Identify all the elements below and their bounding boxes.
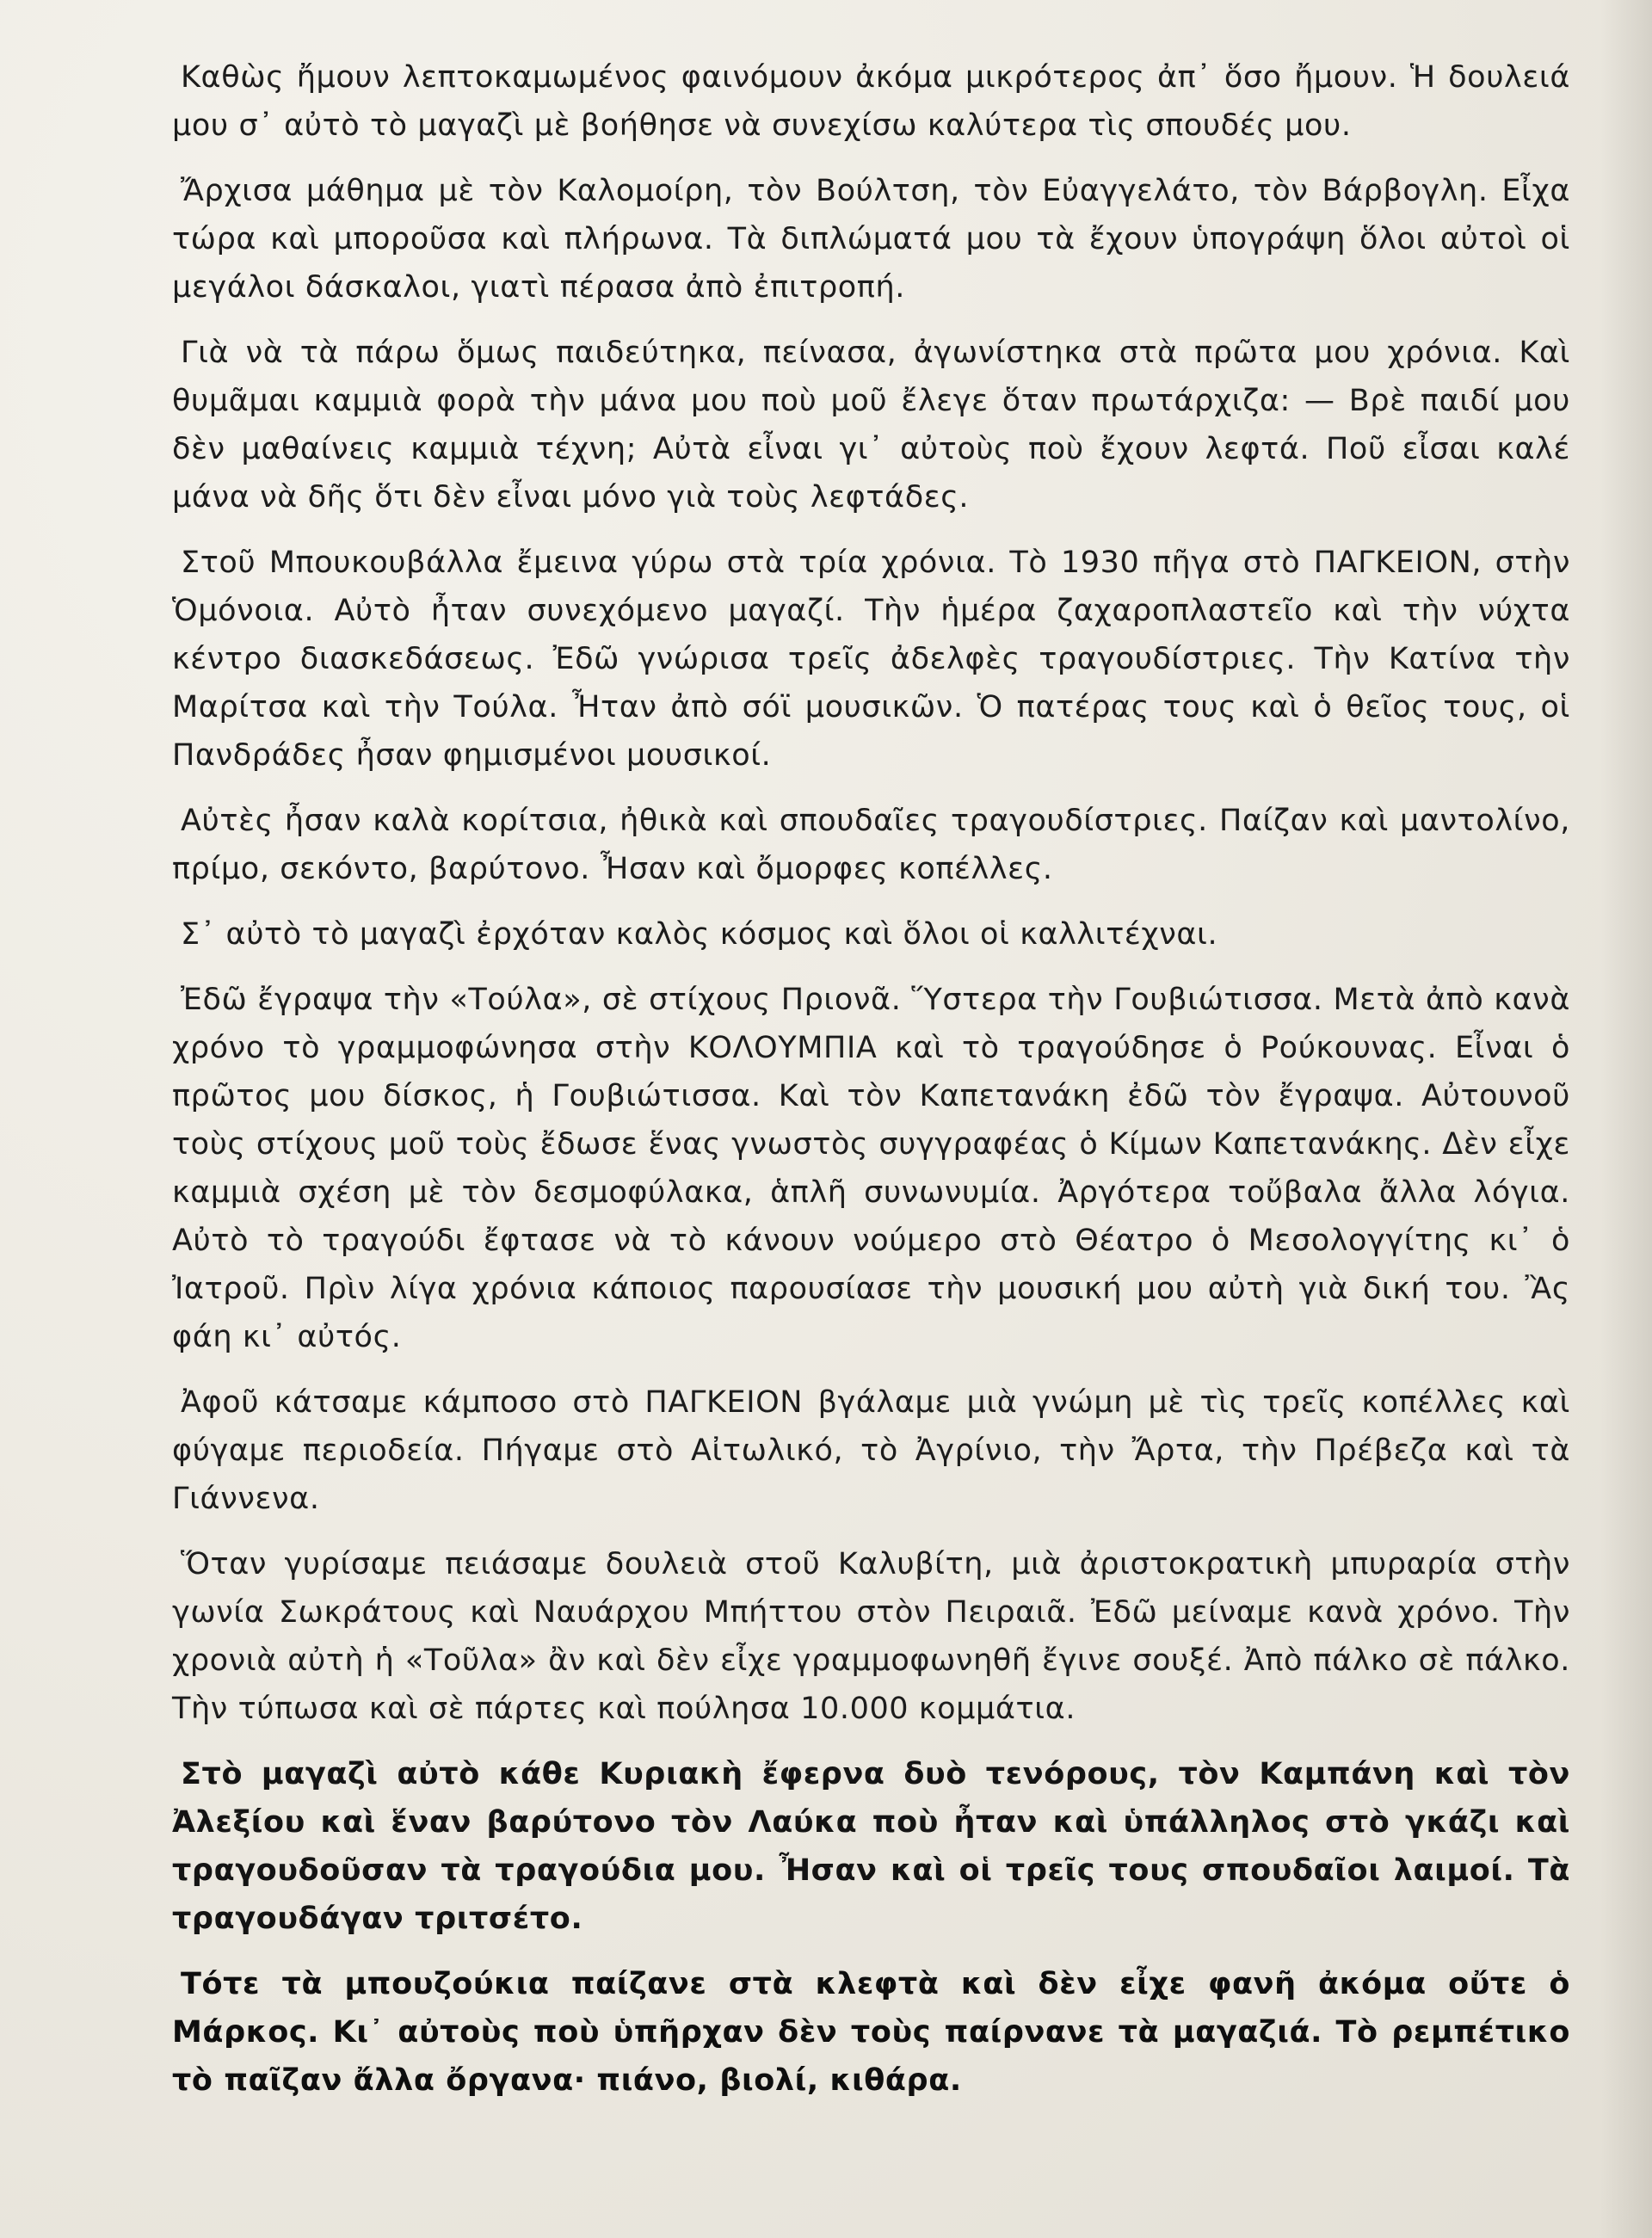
page-text (172, 53, 1570, 2122)
paragraph-2: Ἄρχισα μάθημα μὲ τὸν Καλομοίρη, τὸν Βούλτση, τὸν Εὐαγγελάτο, τὸν Βάρβογλη. Εἶχα τώρα καὶ μποροῦσα καὶ πλήρωνα. Τὰ διπλώματά μου τὰ ἔχουν ὑπογράψη ὅλοι αὐτοὶ οἱ μεγάλοι δάσκαλοι, γιατὶ πέρασα ἀπὸ ἐπιτροπή. (172, 174, 1570, 305)
page-edge-shadow (1600, 0, 1652, 2238)
paragraph-11: Τότε τὰ μπουζούκια παίζανε στὰ κλεφτὰ καὶ δὲν εἶχε φανῆ ἀκόμα οὔτε ὁ Μάρκος. Κι᾽ αὐτοὺς ποὺ ὑπῆρχαν δὲν τοὺς παίρνανε τὰ μαγαζιά. Τὸ ρεμπέτικο τὸ παῖζαν ἄλλα ὄργανα· πιάνο, βιολί, κιθάρα. (172, 1967, 1570, 2098)
paragraph-7: Ἐδῶ ἔγραψα τὴν «Τούλα», σὲ στίχους Πριονᾶ. Ὕστερα τὴν Γουβιώτισσα. Μετὰ ἀπὸ κανὰ χρόνο τὸ γραμμοφώνησα στὴν ΚΟΛΟΥΜΠΙΑ καὶ τὸ τραγούδησε ὁ Ρούκουνας. Εἶναι ὁ πρῶτος μου δίσκος, ἡ Γουβιώτισσα. Καὶ τὸν Καπετανάκη ἐδῶ τὸν ἔγραψα. Αὐτουνοῦ τοὺς στίχους μοῦ τοὺς ἔδωσε ἕνας γνωστὸς συγγραφέας ὁ Κίμων Καπετανάκης. Δὲν εἶχε καμμιὰ σχέση μὲ τὸν δεσμοφύλακα, ἁπλῆ συνωνυμία. Ἀργότερα τοὔβαλα ἄλλα λόγια. Αὐτὸ τὸ τραγούδι ἔφτασε νὰ τὸ κάνουν νούμερο στὸ Θέατρο ὁ Μεσολογγίτης κι᾽ ὁ Ἰατροῦ. Πρὶν λίγα χρόνια κάποιος παρουσίασε τὴν μουσική μου αὐτὴ γιὰ δική του. Ἂς φάη κι᾽ αὐτός. (172, 983, 1570, 1354)
paragraph-5: Αὐτὲς ἦσαν καλὰ κορίτσια, ἠθικὰ καὶ σπουδαῖες τραγουδίστριες. Παίζαν καὶ μαντολίνο, πρίμο, σεκόντο, βαρύτονο. Ἦσαν καὶ ὄμορφες κοπέλλες. (172, 804, 1570, 886)
paragraph-9: Ὅταν γυρίσαμε πειάσαμε δουλειὰ στοῦ Καλυβίτη, μιὰ ἀριστοκρατικὴ μπυραρία στὴν γωνία Σωκράτους καὶ Ναυάρχου Μπήττου στὸν Πειραιᾶ. Ἐδῶ μείναμε κανὰ χρόνο. Τὴν χρονιὰ αὐτὴ ἡ «Τοῦλα» ἂν καὶ δὲν εἶχε γραμμοφωνηθῆ ἔγινε σουξέ. Ἀπὸ πάλκο σὲ πάλκο. Τὴν τύπωσα καὶ σὲ πάρτες καὶ πούλησα 10.000 κομμάτια. (172, 1547, 1570, 1726)
paragraph-8: Ἀφοῦ κάτσαμε κάμποσο στὸ ΠΑΓΚΕΙΟΝ βγάλαμε μιὰ γνώμη μὲ τὶς τρεῖς κοπέλλες καὶ φύγαμε περιοδεία. Πήγαμε στὸ Αἰτωλικό, τὸ Ἀγρίνιο, τὴν Ἄρτα, τὴν Πρέβεζα καὶ τὰ Γιάννενα. (172, 1385, 1570, 1516)
paragraph-6: Σ᾽ αὐτὸ τὸ μαγαζὶ ἐρχόταν καλὸς κόσμος καὶ ὅλοι οἱ καλλιτέχναι. (181, 917, 1218, 952)
paragraph-10: Στὸ μαγαζὶ αὐτὸ κάθε Κυριακὴ ἔφερνα δυὸ τενόρους, τὸν Καμπάνη καὶ τὸν Ἀλεξίου καὶ ἕναν βαρύτονο τὸν Λαύκα ποὺ ἦταν καὶ ὑπάλληλος στὸ γκάζι καὶ τραγουδοῦσαν τὰ τραγούδια μου. Ἦσαν καὶ οἱ τρεῖς τους σπουδαῖοι λαιμοί. Τὰ τραγουδάγαν τριτσέτο. (172, 1757, 1570, 1936)
paragraph-3: Γιὰ νὰ τὰ πάρω ὅμως παιδεύτηκα, πείνασα, ἀγωνίστηκα στὰ πρῶτα μου χρόνια. Καὶ θυμᾶμαι καμμιὰ φορὰ τὴν μάνα μου ποὺ μοῦ ἔλεγε ὅταν πρωτάρχιζα: — Βρὲ παιδί μου δὲν μαθαίνεις καμμιὰ τέχνη; Αὐτὰ εἶναι γι᾽ αὐτοὺς ποὺ ἔχουν λεφτά. Ποῦ εἶσαι καλέ μάνα νὰ δῆς ὅτι δὲν εἶναι μόνο γιὰ τοὺς λεφτάδες. (172, 336, 1570, 515)
paragraph-4: Στοῦ Μπουκουβάλλα ἔμεινα γύρω στὰ τρία χρόνια. Τὸ 1930 πῆγα στὸ ΠΑΓΚΕΙΟΝ, στὴν Ὁμόνοια. Αὐτὸ ἦταν συνεχόμενο μαγαζί. Τὴν ἡμέρα ζαχαροπλαστεῖο καὶ τὴν νύχτα κέντρο διασκεδάσεως. Ἐδῶ γνώρισα τρεῖς ἀδελφὲς τραγουδίστριες. Τὴν Κατίνα τὴν Μαρίτσα καὶ τὴν Τούλα. Ἦταν ἀπὸ σόϊ μουσικῶν. Ὁ πατέρας τους καὶ ὁ θεῖος τους, οἱ Πανδράδες ἦσαν φημισμένοι μουσικοί. (172, 546, 1570, 773)
paragraph-1: Καθὼς ἤμουν λεπτοκαμωμένος φαινόμουν ἀκόμα μικρότερος ἀπ᾽ ὅσο ἤμουν. Ἡ δουλειά μου σ᾽ αὐτὸ τὸ μαγαζὶ μὲ βοήθησε νὰ συνεχίσω καλύτερα τὶς σπουδές μου. (172, 60, 1570, 143)
